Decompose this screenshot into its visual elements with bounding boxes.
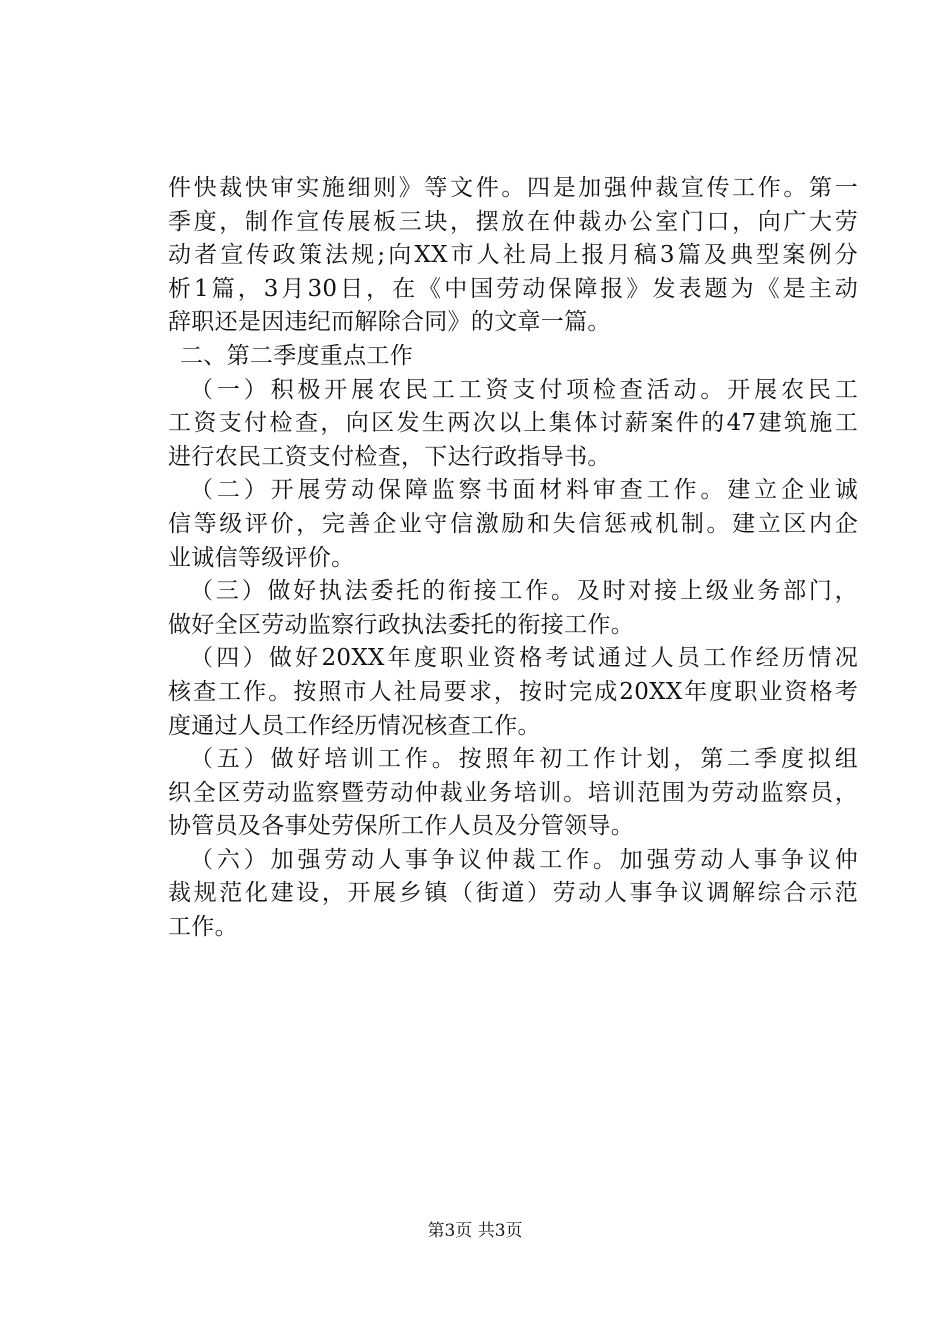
- work-item-3: [168, 575, 858, 642]
- text-line: 信等级评价，完善企业守信激励和失信惩戒机制。建立区内企: [168, 510, 858, 537]
- text-line: 业诚信等级评价。: [168, 544, 355, 571]
- document-body: [168, 172, 858, 945]
- text-line: 核查工作。按照市人社局要求，按时完成20XX年度职业资格考: [168, 678, 858, 705]
- work-item-6: [168, 844, 858, 945]
- text-line: 协管员及各事处劳保所工作人员及分管领导。: [168, 813, 634, 840]
- text-line: （一）积极开展农民工工资支付项检查活动。开展农民工: [190, 376, 858, 403]
- text-line: 工资支付检查，向区发生两次以上集体讨薪案件的47建筑施工: [168, 410, 858, 437]
- work-item-1: [168, 374, 858, 475]
- text-line: 度通过人员工作经历情况核查工作。: [168, 712, 541, 739]
- paragraph-continuation: [168, 172, 858, 340]
- text-line: 进行农民工资支付检查，下达行政指导书。: [168, 443, 611, 470]
- work-item-5: [168, 743, 858, 844]
- section-heading: 二、第二季度重点工作: [180, 342, 413, 369]
- text-line: 辞职还是因违纪而解除合同》的文章一篇。: [168, 309, 611, 336]
- text-line: （二）开展劳动保障监察书面材料审查工作。建立企业诚: [190, 477, 858, 504]
- work-item-2: [168, 474, 858, 575]
- text-line: 裁规范化建设，开展乡镇（街道）劳动人事争议调解综合示范: [168, 880, 858, 907]
- text-line: 工作。: [168, 914, 238, 941]
- text-line: 动者宣传政策法规;向XX市人社局上报月稿3篇及典型案例分: [168, 242, 858, 269]
- page-number: 第3页 共3页: [427, 1221, 523, 1241]
- page-footer: [0, 1216, 950, 1241]
- text-line: 季度，制作宣传展板三块，摆放在仲裁办公室门口，向广大劳: [168, 208, 858, 235]
- text-line: （四）做好20XX年度职业资格考试通过人员工作经历情况: [190, 645, 858, 672]
- text-line: 织全区劳动监察暨劳动仲裁业务培训。培训范围为劳动监察员，: [168, 779, 858, 806]
- text-line: 析1篇，3月30日，在《中国劳动保障报》发表题为《是主动: [168, 275, 858, 302]
- text-line: 件快裁快审实施细则》等文件。四是加强仲裁宣传工作。第一: [168, 175, 858, 201]
- work-item-4: [168, 642, 858, 743]
- text-line: （三）做好执法委托的衔接工作。及时对接上级业务部门，: [190, 578, 858, 605]
- text-line: （六）加强劳动人事争议仲裁工作。加强劳动人事争议仲: [190, 846, 858, 873]
- text-line: （五）做好培训工作。按照年初工作计划，第二季度拟组: [190, 746, 858, 773]
- text-line: 做好全区劳动监察行政执法委托的衔接工作。: [168, 611, 634, 638]
